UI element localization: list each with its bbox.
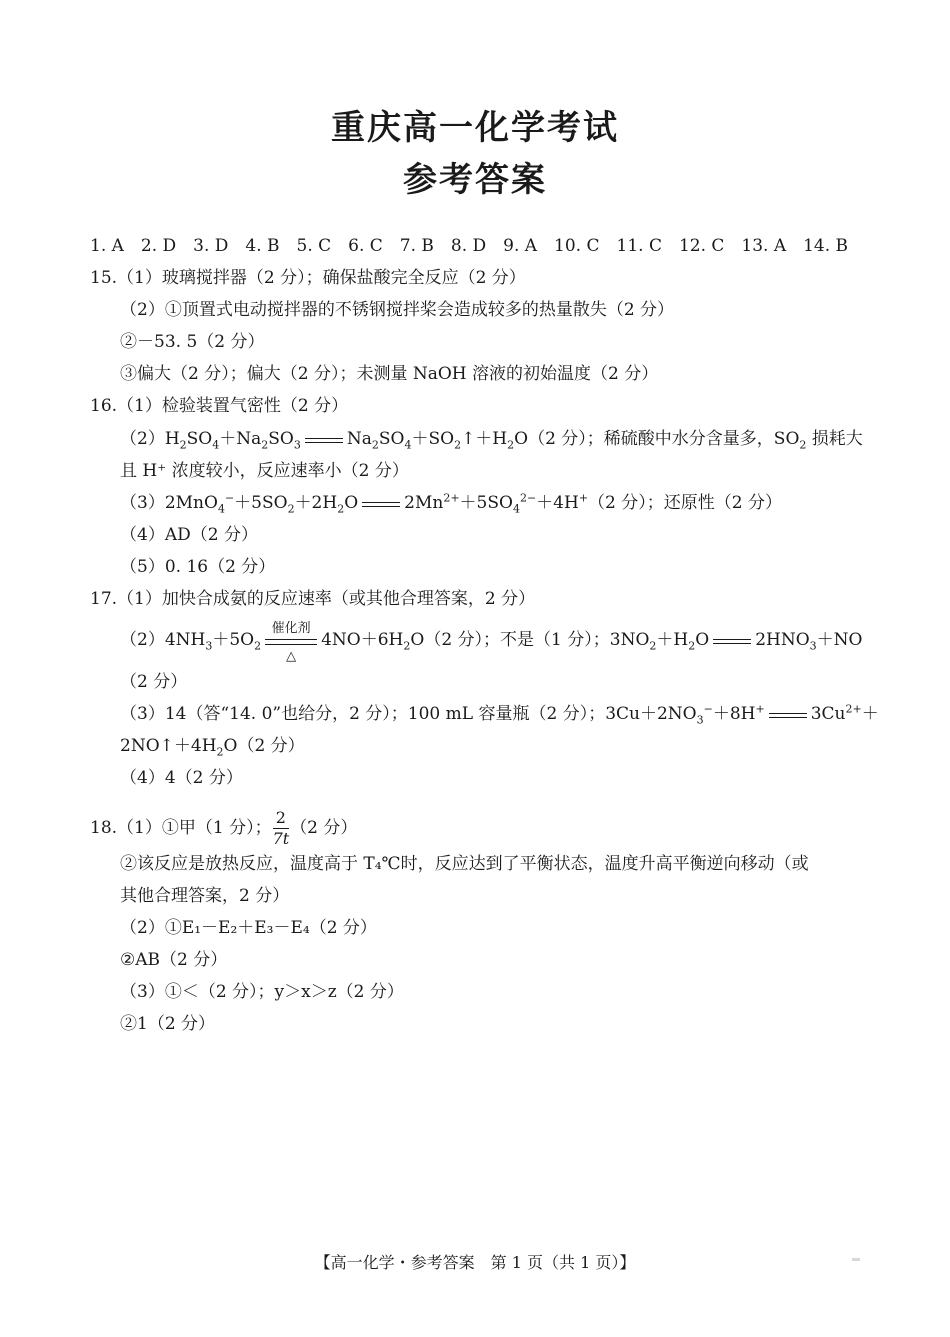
q17-line-3: （2 分） (120, 672, 188, 692)
q18-line-5: ②AB（2 分） (120, 950, 228, 970)
q18-line-1: 18.（1）①甲（1 分）； $\frac{2}{7t}$ （2 分） (90, 808, 358, 848)
q15-line-3: ②－53. 5（2 分） (120, 332, 265, 352)
page-title: 重庆高一化学考试 (331, 108, 619, 148)
multiple-choice-answers: 1. A 2. D 3. D 4. B 5. C 6. C 7. B 8. D 9. A 10. C 11. C 12. C 13. A 14. B (90, 236, 849, 256)
q15-line-4: ③偏大（2 分）；偏大（2 分）；未测量 NaOH 溶液的初始温度（2 分） (120, 364, 659, 384)
q16-line-5: （4）AD（2 分） (120, 525, 258, 545)
q17-line-5: $2NO↑+4H_2O(2$ 分） (120, 736, 305, 759)
catalyst-condition: 催化剂 △ (263, 629, 319, 653)
page-footer: 【高一化学・参考答案 第 1 页（共 1 页）】 (314, 1253, 636, 1272)
q17-line-2: $(2)4NH_3+5O_2$ 催化剂 △ $4NO+6H_2O(2$ 分）；不是（1 分）；$3NO_2+H_2O$ $2HNO_3+NO$ (120, 620, 863, 664)
q16-line-1: 16.（1）检验装置气密性（2 分） (90, 396, 349, 416)
q18-line-6: （3）①＜（2 分）；y＞x＞z（2 分） (120, 982, 404, 1002)
q17-line-1: 17.（1）加快合成氨的反应速率（或其他合理答案，2 分） (90, 589, 536, 609)
q16-line-4: $(3)2MnO_4^-+5SO_2+2H_2O$ $2Mn^{2+}+5SO_4^{2-}+4H^+(2$ 分）；还原性（2 分） (120, 491, 782, 516)
rate-fraction: $\frac{2}{7t}$ (272, 808, 290, 848)
scan-speck (852, 1258, 860, 1261)
q17-line-4: （3）14（答“14. 0”也给分，2 分）；100 mL 容量瓶（2 分）；$3Cu+2NO_3^-+8H^+$ $3Cu^{2+}+$ (120, 702, 879, 727)
q16-line-6: （5）0. 16（2 分） (120, 557, 276, 577)
q17-line-6: （4）4（2 分） (120, 768, 243, 788)
q16-line-3: 且 H⁺ 浓度较小，反应速率小（2 分） (120, 461, 409, 481)
q18-line-3: 其他合理答案，2 分） (120, 886, 290, 906)
page-subtitle: 参考答案 (403, 160, 547, 200)
q16-line-2: $(2)H_2SO_4+Na_2SO_3$ $Na_2SO_4+SO_2↑+H_2O(2$ 分）；稀硫酸中水分含量多，$SO_2$ 损耗大 (120, 429, 863, 452)
q15-line-2: （2）①顶置式电动搅拌器的不锈钢搅拌桨会造成较多的热量散失（2 分） (120, 300, 675, 320)
q18-line-4: （2）①E₁－E₂＋E₃－E₄（2 分） (120, 918, 377, 938)
q15-line-1: 15.（1）玻璃搅拌器（2 分）；确保盐酸完全反应（2 分） (90, 268, 526, 288)
q18-line-7: ②1（2 分） (120, 1014, 216, 1034)
q18-line-2: ②该反应是放热反应，温度高于 T₄℃时，反应达到了平衡状态，温度升高平衡逆向移动（或 (120, 854, 809, 874)
